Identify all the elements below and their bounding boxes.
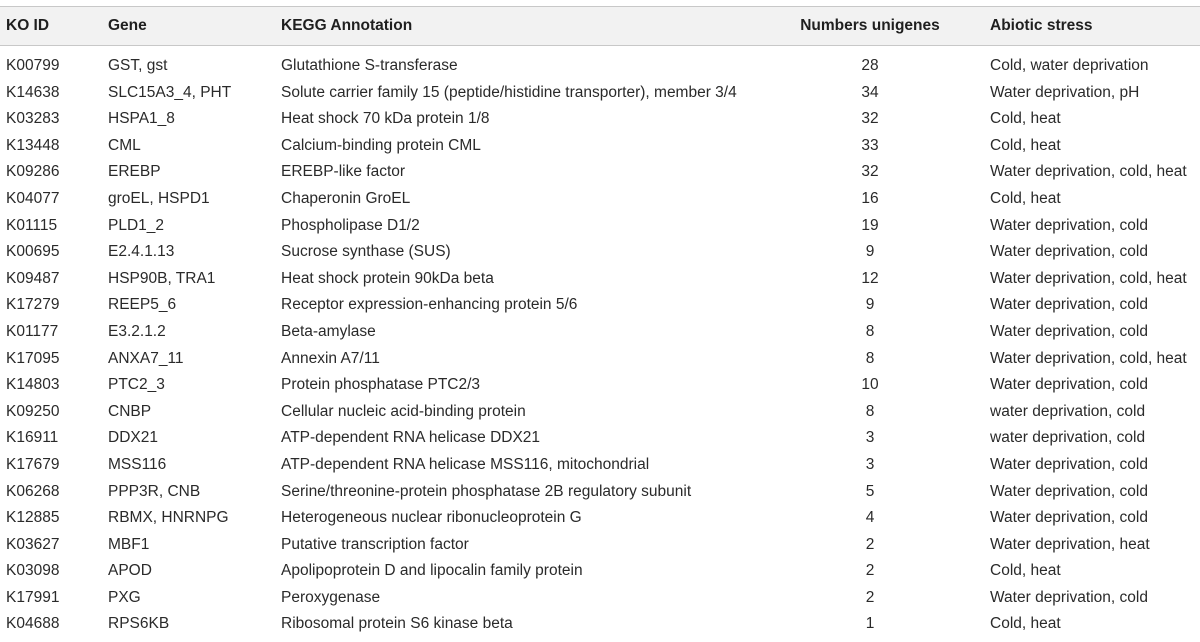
- cell-gene: E3.2.1.2: [108, 322, 166, 340]
- cell-gene: REEP5_6: [108, 296, 177, 314]
- cell-abiotic-stress: water deprivation, cold: [990, 429, 1146, 447]
- cell-gene: PTC2_3: [108, 376, 165, 394]
- cell-numbers-unigenes: 32: [861, 163, 879, 181]
- cell-kegg-annotation: Cellular nucleic acid-binding protein: [281, 402, 526, 420]
- cell-ko-id: K09286: [6, 163, 60, 181]
- cell-numbers-unigenes: 2: [865, 588, 875, 606]
- cell-abiotic-stress: Water deprivation, cold, heat: [990, 349, 1187, 367]
- cell-abiotic-stress: water deprivation, cold: [990, 402, 1146, 420]
- cell-kegg-annotation: EREBP-like factor: [281, 163, 406, 181]
- cell-gene: HSPA1_8: [108, 110, 175, 128]
- cell-kegg-annotation: Calcium-binding protein CML: [281, 136, 481, 154]
- cell-gene: PPP3R, CNB: [108, 482, 201, 500]
- cell-ko-id: K14803: [6, 376, 60, 394]
- table-row: [0, 372, 1200, 399]
- cell-gene: ANXA7_11: [108, 349, 184, 367]
- cell-numbers-unigenes: 3: [865, 429, 875, 447]
- table-row: [0, 266, 1200, 293]
- cell-gene: SLC15A3_4, PHT: [108, 83, 232, 101]
- cell-numbers-unigenes: 4: [865, 509, 875, 527]
- cell-numbers-unigenes: 16: [861, 189, 879, 207]
- cell-numbers-unigenes: 19: [861, 216, 879, 234]
- cell-kegg-annotation: Putative transcription factor: [281, 535, 469, 553]
- cell-gene: groEL, HSPD1: [108, 189, 210, 207]
- cell-numbers-unigenes: 12: [861, 269, 879, 287]
- cell-gene: GST, gst: [108, 57, 168, 74]
- table-row: [0, 585, 1200, 612]
- table-row: [0, 80, 1200, 107]
- cell-kegg-annotation: ATP-dependent RNA helicase DDX21: [281, 429, 541, 447]
- cell-gene: RPS6KB: [108, 615, 170, 633]
- cell-ko-id: K03098: [6, 562, 60, 580]
- table-row: [0, 346, 1200, 373]
- cell-numbers-unigenes: 3: [865, 455, 875, 473]
- table-row: [0, 479, 1200, 506]
- table-row: [0, 319, 1200, 346]
- cell-ko-id: K14638: [6, 83, 60, 101]
- cell-ko-id: K17679: [6, 455, 60, 473]
- cell-numbers-unigenes: 2: [865, 562, 875, 580]
- cell-numbers-unigenes: 2: [865, 535, 875, 553]
- cell-numbers-unigenes: 9: [865, 296, 875, 314]
- table-row: [0, 558, 1200, 585]
- cell-kegg-annotation: Beta-amylase: [281, 322, 376, 340]
- cell-ko-id: K12885: [6, 509, 60, 527]
- cell-ko-id: K01115: [6, 216, 58, 234]
- cell-abiotic-stress: Water deprivation, cold: [990, 588, 1148, 606]
- cell-numbers-unigenes: 1: [865, 615, 875, 633]
- cell-kegg-annotation: Protein phosphatase PTC2/3: [281, 376, 481, 394]
- cell-abiotic-stress: Water deprivation, cold: [990, 296, 1148, 314]
- cell-ko-id: K04688: [6, 615, 60, 633]
- cell-abiotic-stress: Water deprivation, cold: [990, 322, 1148, 340]
- table-row: [0, 159, 1200, 186]
- table-row: [0, 213, 1200, 240]
- cell-abiotic-stress: Cold, water deprivation: [990, 57, 1149, 74]
- table-row: [0, 292, 1200, 319]
- cell-abiotic-stress: Cold, heat: [990, 615, 1061, 633]
- cell-ko-id: K03283: [6, 110, 60, 128]
- cell-abiotic-stress: Water deprivation, cold: [990, 482, 1148, 500]
- cell-abiotic-stress: Water deprivation, heat: [990, 535, 1150, 553]
- cell-numbers-unigenes: 28: [861, 57, 879, 74]
- table-row: [0, 186, 1200, 213]
- cell-ko-id: K09487: [6, 269, 60, 287]
- table-body: [0, 53, 1200, 638]
- cell-numbers-unigenes: 9: [865, 243, 875, 261]
- cell-gene: EREBP: [108, 163, 161, 181]
- table-row: [0, 611, 1200, 638]
- header-abiotic-stress: Abiotic stress: [990, 17, 1093, 34]
- cell-abiotic-stress: Water deprivation, cold: [990, 509, 1148, 527]
- cell-numbers-unigenes: 8: [865, 322, 875, 340]
- header-ko-id: KO ID: [6, 17, 50, 34]
- cell-abiotic-stress: Water deprivation, cold: [990, 376, 1148, 394]
- cell-ko-id: K17095: [6, 349, 60, 367]
- cell-abiotic-stress: Cold, heat: [990, 110, 1061, 128]
- cell-kegg-annotation: Apolipoprotein D and lipocalin family protein: [281, 562, 583, 580]
- cell-abiotic-stress: Cold, heat: [990, 136, 1061, 154]
- cell-kegg-annotation: Serine/threonine-protein phosphatase 2B regulatory subunit: [281, 482, 692, 500]
- cell-abiotic-stress: Water deprivation, cold: [990, 455, 1148, 473]
- cell-gene: APOD: [108, 562, 152, 580]
- cell-kegg-annotation: Chaperonin GroEL: [281, 189, 411, 207]
- cell-numbers-unigenes: 8: [865, 349, 875, 367]
- cell-gene: PLD1_2: [108, 216, 165, 234]
- cell-ko-id: K17991: [6, 588, 60, 606]
- cell-ko-id: K16911: [6, 429, 59, 447]
- cell-kegg-annotation: Glutathione S-transferase: [281, 57, 458, 74]
- cell-kegg-annotation: Annexin A7/11: [281, 349, 380, 367]
- cell-kegg-annotation: Heterogeneous nuclear ribonucleoprotein G: [281, 509, 582, 527]
- cell-kegg-annotation: Solute carrier family 15 (peptide/histidine transporter), member 3/4: [281, 83, 737, 101]
- table-row: [0, 505, 1200, 532]
- table-row: [0, 425, 1200, 452]
- header-numbers-unigenes: Numbers unigenes: [800, 17, 940, 34]
- cell-abiotic-stress: Cold, heat: [990, 189, 1061, 207]
- cell-ko-id: K04077: [6, 189, 60, 207]
- cell-abiotic-stress: Water deprivation, cold: [990, 216, 1148, 234]
- cell-kegg-annotation: Heat shock 70 kDa protein 1/8: [281, 110, 490, 128]
- cell-abiotic-stress: Water deprivation, cold: [990, 243, 1148, 261]
- cell-numbers-unigenes: 8: [865, 402, 875, 420]
- header-kegg-annotation: KEGG Annotation: [281, 17, 413, 34]
- cell-gene: RBMX, HNRNPG: [108, 509, 229, 527]
- cell-gene: E2.4.1.13: [108, 243, 175, 261]
- table-row: [0, 106, 1200, 133]
- cell-kegg-annotation: Receptor expression-enhancing protein 5/6: [281, 296, 578, 314]
- cell-ko-id: K03627: [6, 535, 60, 553]
- cell-ko-id: K09250: [6, 402, 60, 420]
- cell-gene: PXG: [108, 588, 141, 606]
- table-row: [0, 399, 1200, 426]
- cell-kegg-annotation: Sucrose synthase (SUS): [281, 243, 451, 261]
- cell-kegg-annotation: Heat shock protein 90kDa beta: [281, 269, 494, 287]
- cell-kegg-annotation: Peroxygenase: [281, 588, 381, 606]
- cell-ko-id: K17279: [6, 296, 60, 314]
- table-row: [0, 532, 1200, 559]
- cell-ko-id: K01177: [6, 322, 59, 340]
- header-gene: Gene: [108, 17, 147, 34]
- cell-kegg-annotation: Ribosomal protein S6 kinase beta: [281, 615, 513, 633]
- table-header-row: [0, 7, 1200, 45]
- cell-numbers-unigenes: 10: [861, 376, 879, 394]
- cell-gene: CNBP: [108, 402, 152, 420]
- cell-numbers-unigenes: 32: [861, 110, 879, 128]
- cell-kegg-annotation: ATP-dependent RNA helicase MSS116, mitochondrial: [281, 455, 650, 473]
- cell-kegg-annotation: Phospholipase D1/2: [281, 216, 420, 234]
- cell-gene: MBF1: [108, 535, 150, 553]
- table-row: [0, 53, 1200, 80]
- cell-numbers-unigenes: 5: [865, 482, 875, 500]
- cell-gene: CML: [108, 136, 141, 154]
- table-row: [0, 133, 1200, 160]
- table-row: [0, 452, 1200, 479]
- cell-numbers-unigenes: 34: [861, 83, 879, 101]
- cell-gene: HSP90B, TRA1: [108, 269, 216, 287]
- cell-gene: MSS116: [108, 455, 167, 473]
- cell-abiotic-stress: Water deprivation, cold, heat: [990, 269, 1187, 287]
- cell-ko-id: K13448: [6, 136, 60, 154]
- cell-abiotic-stress: Cold, heat: [990, 562, 1061, 580]
- cell-abiotic-stress: Water deprivation, cold, heat: [990, 163, 1187, 181]
- cell-abiotic-stress: Water deprivation, pH: [990, 83, 1140, 101]
- table-header-rule: [0, 45, 1200, 46]
- cell-gene: DDX21: [108, 429, 158, 447]
- cell-numbers-unigenes: 33: [861, 136, 879, 154]
- table-row: [0, 239, 1200, 266]
- cell-ko-id: K06268: [6, 482, 60, 500]
- cell-ko-id: K00695: [6, 243, 60, 261]
- cell-ko-id: K00799: [6, 57, 60, 74]
